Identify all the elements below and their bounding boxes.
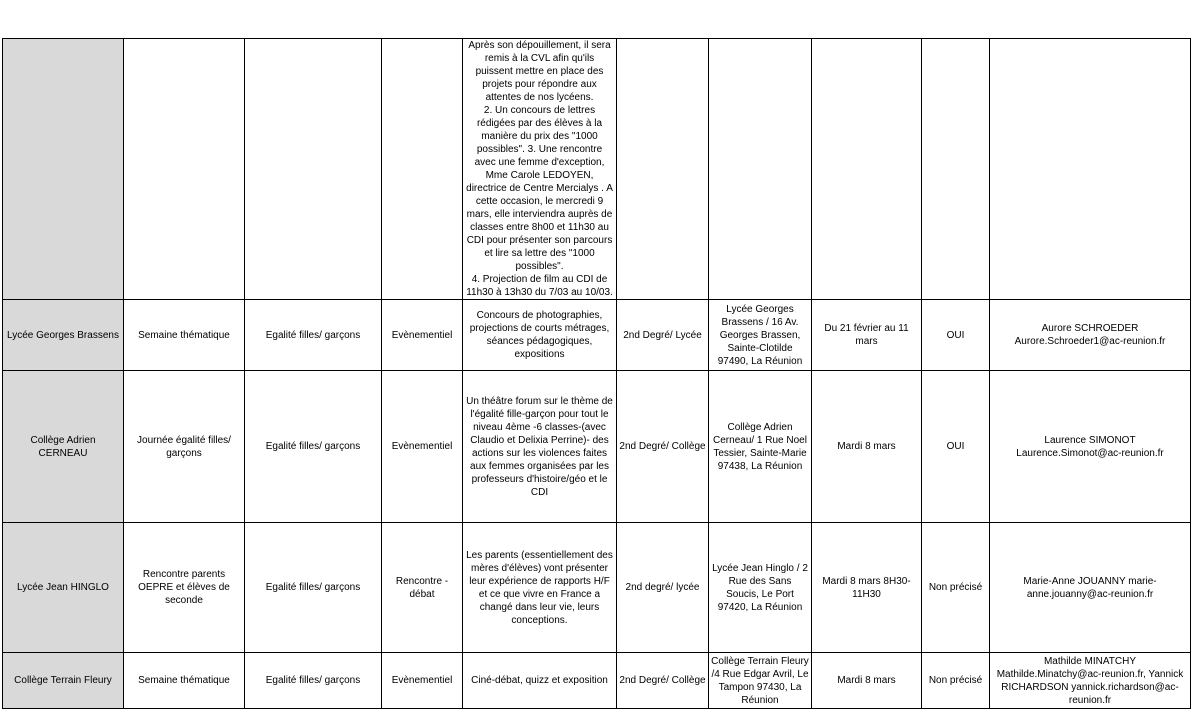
type-cell: Rencontre - débat bbox=[382, 523, 463, 653]
contact-cell: Aurore SCHROEDER Aurore.Schroeder1@ac-reunion.fr bbox=[990, 300, 1191, 371]
public-cell bbox=[922, 39, 990, 300]
table-row bbox=[3, 371, 1191, 523]
address-cell bbox=[709, 39, 812, 300]
date-cell: Mardi 8 mars 8H30-11H30 bbox=[812, 523, 922, 653]
table-row bbox=[3, 653, 1191, 709]
public-cell: Non précisé bbox=[922, 653, 990, 709]
type-cell: Evènementiel bbox=[382, 371, 463, 523]
contact-cell: Laurence SIMONOT Laurence.Simonot@ac-reunion.fr bbox=[990, 371, 1191, 523]
actions-table bbox=[2, 38, 1191, 709]
action-cell: Journée égalité filles/ garçons bbox=[124, 371, 245, 523]
organisation-cell: Lycée Georges Brassens bbox=[3, 300, 124, 371]
type-cell: Evènementiel bbox=[382, 300, 463, 371]
type-cell bbox=[382, 39, 463, 300]
theme-cell: Egalité filles/ garçons bbox=[245, 300, 382, 371]
date-cell: Du 21 février au 11 mars bbox=[812, 300, 922, 371]
address-cell: Collège Terrain Fleury /4 Rue Edgar Avril, Le Tampon 97430, La Réunion bbox=[709, 653, 812, 709]
theme-cell: Egalité filles/ garçons bbox=[245, 523, 382, 653]
organisation-cell: Lycée Jean HINGLO bbox=[3, 523, 124, 653]
contact-cell: Mathilde MINATCHY Mathilde.Minatchy@ac-reunion.fr, Yannick RICHARDSON yannick.richardson@ac-reunion.fr bbox=[990, 653, 1191, 709]
description-cell: Concours de photographies, projections de courts métrages, séances pédagogiques, expositions bbox=[463, 300, 617, 371]
level-cell: 2nd Degré/ Collège bbox=[617, 371, 709, 523]
action-cell: Rencontre parents OEPRE et élèves de seconde bbox=[124, 523, 245, 653]
description-cell: Ciné-débat, quizz et exposition bbox=[463, 653, 617, 709]
date-cell: Mardi 8 mars bbox=[812, 371, 922, 523]
description-cell: Les parents (essentiellement des mères d'élèves) vont présenter leur expérience de rapports H/F et ce que vivre en France a changé dans leur vie, leurs conceptions. bbox=[463, 523, 617, 653]
public-cell: OUI bbox=[922, 371, 990, 523]
address-cell: Lycée Jean Hinglo / 2 Rue des Sans Soucis, Le Port 97420, La Réunion bbox=[709, 523, 812, 653]
table-row bbox=[3, 300, 1191, 371]
theme-cell bbox=[245, 39, 382, 300]
contact-cell: Marie-Anne JOUANNY marie-anne.jouanny@ac-reunion.fr bbox=[990, 523, 1191, 653]
level-cell: 2nd Degré/ Collège bbox=[617, 653, 709, 709]
organisation-cell: Collège Terrain Fleury bbox=[3, 653, 124, 709]
description-cell: Un théâtre forum sur le thème de l'égalité fille-garçon pour tout le niveau 4ème -6 classes-(avec Claudio et Delixia Perrine)- des actions sur les violences faites aux femmes organisées par les professeurs d'histoire/géo et le CDI bbox=[463, 371, 617, 523]
description-cell: Après son dépouillement, il sera remis à la CVL afin qu'ils puissent mettre en place des projets pour répondre aux attentes de nos lycéens. 2. Un concours de lettres rédigées par des élèves à la manière du prix des "1000 possibles". 3. Une rencontre avec une femme d'exception, Mme Carole LEDOYEN, directrice de Centre Mercialys . A cette occasion, le mercredi 9 mars, elle interviendra auprès de classes entre 8h00 et 11h30 au CDI pour présenter son parcours et lire sa lettre des "1000 possibles". 4. Projection de film au CDI de 11h30 à 13h30 du 7/03 au 10/03. bbox=[463, 39, 617, 300]
type-cell: Evènementiel bbox=[382, 653, 463, 709]
theme-cell: Egalité filles/ garçons bbox=[245, 653, 382, 709]
date-cell bbox=[812, 39, 922, 300]
public-cell: OUI bbox=[922, 300, 990, 371]
address-cell: Lycée Georges Brassens / 16 Av. Georges Brassen, Sainte-Clotilde 97490, La Réunion bbox=[709, 300, 812, 371]
address-cell: Collège Adrien Cerneau/ 1 Rue Noel Tessier, Sainte-Marie 97438, La Réunion bbox=[709, 371, 812, 523]
date-cell: Mardi 8 mars bbox=[812, 653, 922, 709]
level-cell bbox=[617, 39, 709, 300]
level-cell: 2nd Degré/ Lycée bbox=[617, 300, 709, 371]
action-cell bbox=[124, 39, 245, 300]
level-cell: 2nd degré/ lycée bbox=[617, 523, 709, 653]
table-row bbox=[3, 523, 1191, 653]
contact-cell bbox=[990, 39, 1191, 300]
organisation-cell: Collège Adrien CERNEAU bbox=[3, 371, 124, 523]
theme-cell: Egalité filles/ garçons bbox=[245, 371, 382, 523]
organisation-cell bbox=[3, 39, 124, 300]
public-cell: Non précisé bbox=[922, 523, 990, 653]
action-cell: Semaine thématique bbox=[124, 653, 245, 709]
table-row bbox=[3, 39, 1191, 300]
action-cell: Semaine thématique bbox=[124, 300, 245, 371]
